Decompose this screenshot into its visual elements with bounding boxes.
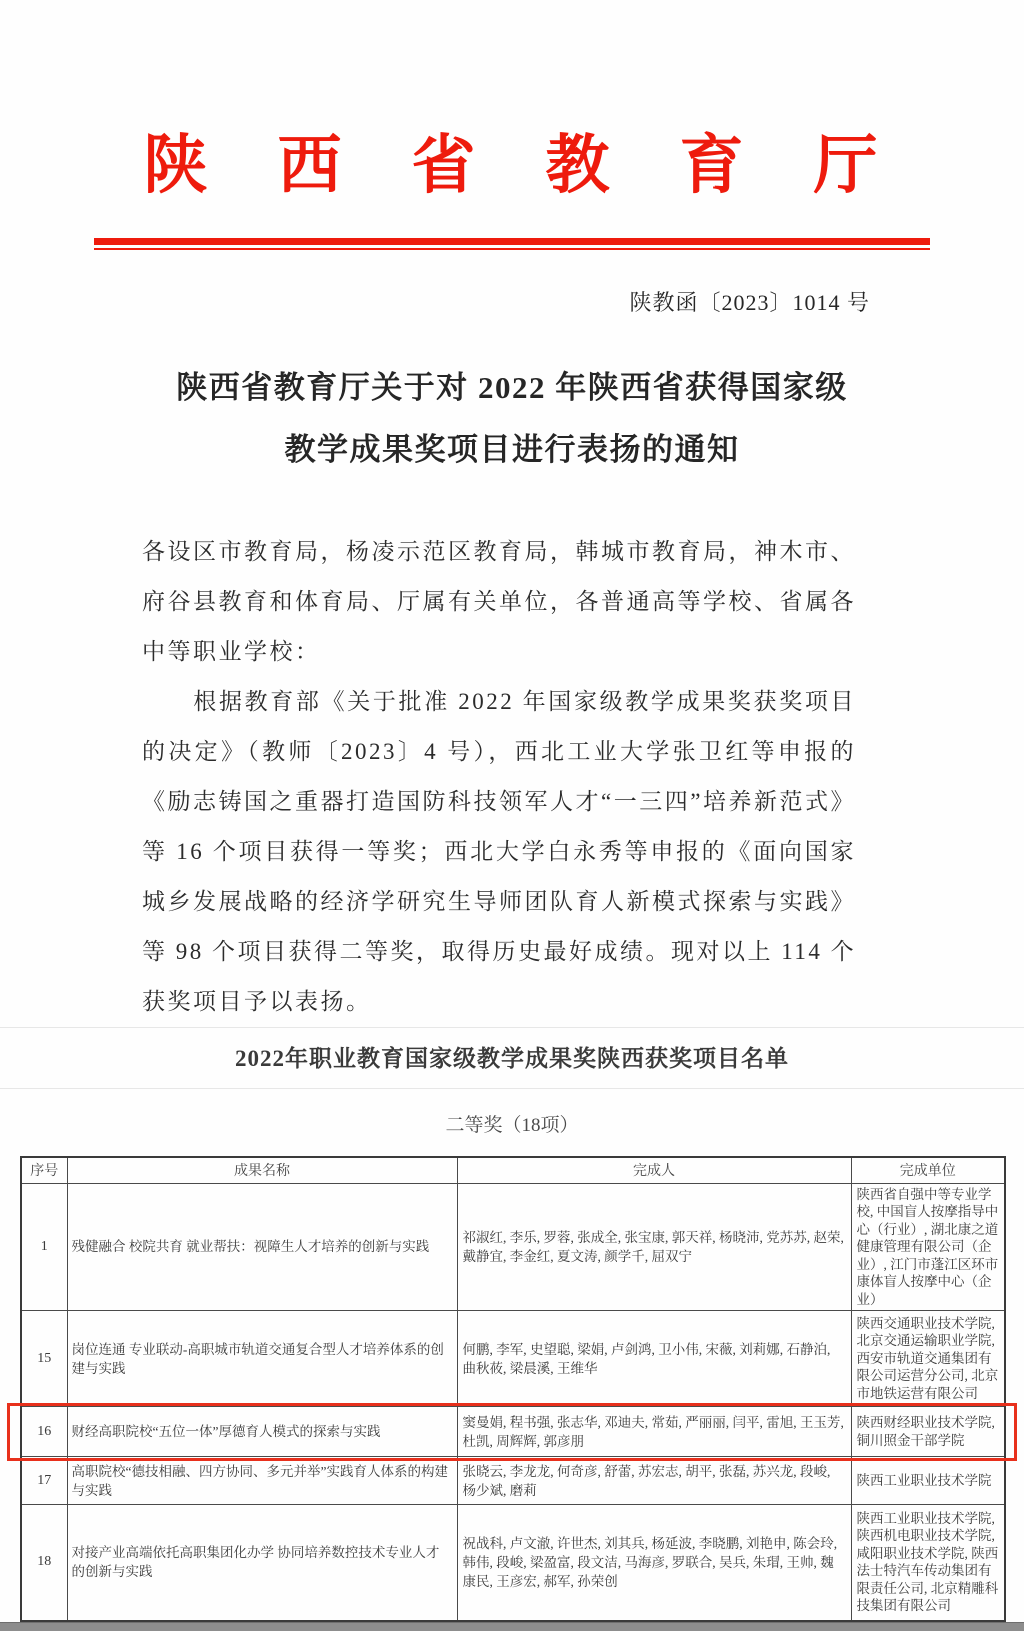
institutions-cell: 陕西省自强中等专业学校, 中国盲人按摩指导中心（行业）, 湖北康之道健康管理有限公司（企业）, 江门市蓬江区环市康体盲人按摩中心（企业）	[851, 1183, 1005, 1311]
awards-table	[20, 1156, 1006, 1622]
achievement-name-cell: 财经高职院校“五位一体”厚德育人模式的探索与实践	[67, 1407, 457, 1457]
contributors-cell: 祝战科, 卢文澈, 许世杰, 刘其兵, 杨延波, 李晓鹏, 刘艳申, 陈会玲, 韩伟, 段峻, 梁盈富, 段文洁, 马海彦, 罗联合, 吴兵, 朱瑁, 王帅, 魏康民, 王彦宏, 郝军, 孙荣创	[457, 1505, 851, 1621]
letterhead-divider-thin-line	[94, 248, 930, 250]
achievement-name-cell: 岗位连通 专业联动-高职城市轨道交通复合型人才培养体系的创建与实践	[67, 1311, 457, 1407]
body-paragraph	[142, 677, 856, 1027]
table-row	[21, 1183, 1005, 1311]
text-line: 中等职业学校：	[142, 639, 321, 664]
institutions-cell: 陕西工业职业技术学院, 陕西机电职业技术学院, 咸阳职业技术学院, 陕西法士特汽车传动集团有限责任公司, 北京精雕科技集团有限公司	[851, 1505, 1005, 1621]
doc-title	[0, 357, 1024, 481]
text-line: 根据教育部《关于批准 2022 年国家级教学成果奖获奖项目	[142, 689, 856, 714]
text-line: 获奖项目予以表扬。	[142, 989, 372, 1014]
letterhead-divider-thick-line	[94, 238, 930, 245]
text-line: 等 16 个项目获得一等奖；西北大学白永秀等申报的《面向国家	[142, 839, 856, 864]
contributors-cell: 祁淑红, 李乐, 罗蓉, 张成全, 张宝康, 郭天祥, 杨晓沛, 党苏苏, 赵荣, 戴静宜, 李金红, 夏文涛, 颜学千, 屈双宁	[457, 1183, 851, 1311]
row-number-cell: 1	[21, 1183, 67, 1311]
contributors-cell: 张晓云, 李龙龙, 何奇彦, 舒蕾, 苏宏志, 胡平, 张磊, 苏兴龙, 段峻, 杨少斌, 磨莉	[457, 1457, 851, 1505]
achievement-name-cell: 残健融合 校院共育 就业帮扶：视障生人才培养的创新与实践	[67, 1183, 457, 1311]
text-line: 城乡发展战略的经济学研究生导师团队育人新模式探索与实践》	[142, 889, 856, 914]
org-name: 陕 西 省 教 育 厅	[143, 130, 881, 201]
institutions-cell: 陕西财经职业技术学院, 铜川照金干部学院	[851, 1407, 1005, 1457]
text-line: 的决定》（教师〔2023〕4 号），西北工业大学张卫红等申报的	[142, 739, 856, 764]
letterhead-divider	[94, 238, 930, 250]
doc-number: 陕教函〔2023〕1014 号	[629, 290, 870, 315]
list-title: 2022年职业教育国家级教学成果奖陕西获奖项目名单	[235, 1046, 789, 1071]
row-number-cell: 18	[21, 1505, 67, 1621]
text-line: 等 98 个项目获得二等奖，取得历史最好成绩。现对以上 114 个	[142, 939, 857, 964]
table-row	[21, 1311, 1005, 1407]
salutation	[142, 527, 856, 677]
col-header-units: 完成单位	[851, 1157, 1005, 1183]
row-number-cell: 16	[21, 1407, 67, 1457]
table-row	[21, 1407, 1005, 1457]
row-number-cell: 15	[21, 1311, 67, 1407]
table-row	[21, 1505, 1005, 1621]
table-row	[21, 1457, 1005, 1505]
body-text	[142, 527, 856, 1027]
achievement-name-cell: 高职院校“德技相融、四方协同、多元并举”实践育人体系的构建与实践	[67, 1457, 457, 1505]
col-header-no: 序号	[21, 1157, 67, 1183]
institutions-cell: 陕西交通职业技术学院, 北京交通运输职业学院, 西安市轨道交通集团有限公司运营分公司, 北京市地铁运营有限公司	[851, 1311, 1005, 1407]
text-line: 《励志铸国之重器打造国防科技领军人才“一三四”培养新范式》	[142, 789, 856, 814]
scan-line-top	[0, 1027, 1024, 1028]
text-line: 府谷县教育和体育局、厅属有关单位，各普通高等学校、省属各	[142, 589, 856, 614]
doc-title-line-2: 教学成果奖项目进行表扬的通知	[284, 432, 740, 467]
col-header-people: 完成人	[457, 1157, 851, 1183]
scan-bottom-strip	[0, 1622, 1024, 1631]
awards-table-body	[21, 1183, 1005, 1621]
contributors-cell: 窦曼娟, 程书强, 张志华, 邓迪夫, 常茹, 严丽丽, 闫平, 雷旭, 王玉芳, 杜凯, 周辉辉, 郭彦朋	[457, 1407, 851, 1457]
col-header-name: 成果名称	[67, 1157, 457, 1183]
row-number-cell: 17	[21, 1457, 67, 1505]
list-subtitle: 二等奖（18项）	[445, 1115, 579, 1136]
table-header-row	[21, 1157, 1005, 1183]
achievement-name-cell: 对接产业高端依托高职集团化办学 协同培养数控技术专业人才的创新与实践	[67, 1505, 457, 1621]
text-line: 各设区市教育局，杨凌示范区教育局，韩城市教育局，神木市、	[142, 539, 856, 564]
institutions-cell: 陕西工业职业技术学院	[851, 1457, 1005, 1505]
doc-title-line-1: 陕西省教育厅关于对 2022 年陕西省获得国家级	[176, 370, 848, 405]
scan-line-bottom	[0, 1088, 1024, 1089]
contributors-cell: 何鹏, 李军, 史望聪, 梁娟, 卢剑鸿, 卫小伟, 宋薇, 刘莉娜, 石静泊, 曲秋莜, 梁晨溪, 王维华	[457, 1311, 851, 1407]
